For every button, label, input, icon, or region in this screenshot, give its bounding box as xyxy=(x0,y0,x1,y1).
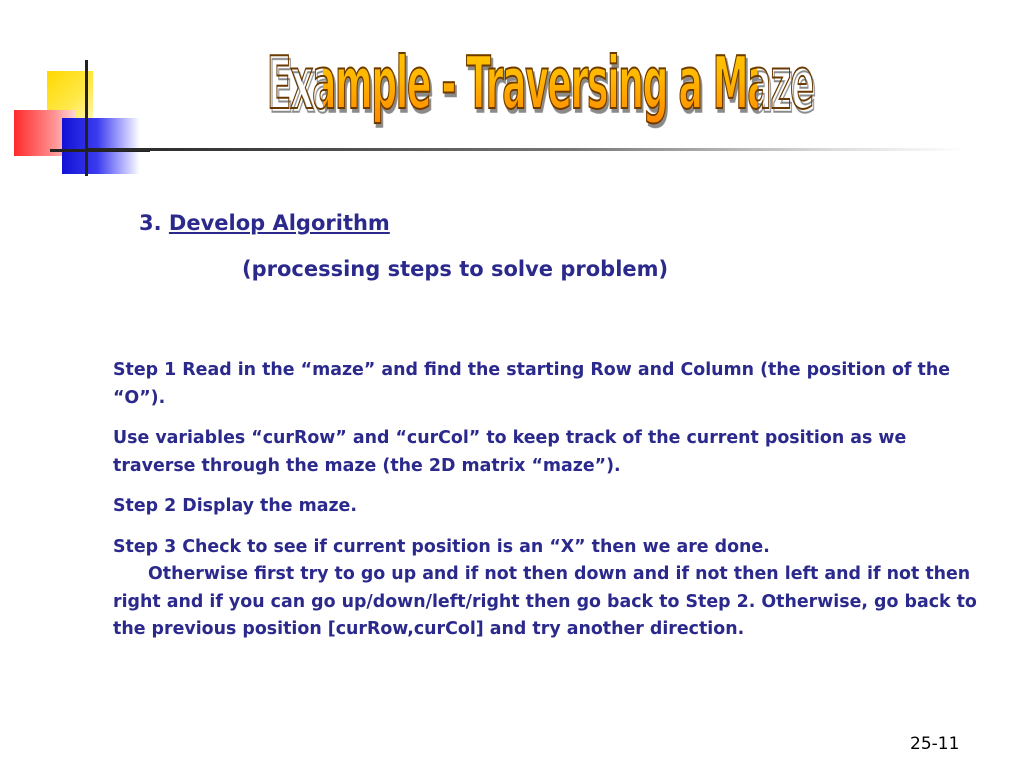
slide-body xyxy=(113,357,988,657)
variables-paragraph: Use variables “curRow” and “curCol” to keep track of the current position as we traverse through the maze (the 2D matrix “maze”). xyxy=(113,428,907,476)
step-3-first-line: Step 3 Check to see if current position is an “X” then we are done. xyxy=(113,536,770,557)
step-3-paragraph xyxy=(113,534,988,644)
slide-title: Example - Traversing a Maze xyxy=(323,14,757,152)
vertical-line-shape xyxy=(85,60,88,176)
page-number: 25-11 xyxy=(910,734,960,754)
step-1-paragraph: Step 1 Read in the “maze” and find the starting Row and Column (the position of the “O”). xyxy=(113,360,951,408)
section-heading xyxy=(139,211,390,235)
slide-logo-decoration xyxy=(0,0,150,185)
develop-algorithm-link[interactable]: Develop Algorithm xyxy=(168,211,390,235)
step-3-continuation: Otherwise first try to go up and if not then down and if not then left and if not then right and if you can go up/down/left/right then go back to Step 2. Otherwise, go back to the previous position [curRow,curCol] and try another direction. xyxy=(113,564,977,639)
step-2-paragraph: Step 2 Display the maze. xyxy=(113,496,357,516)
section-subheading: (processing steps to solve problem) xyxy=(242,257,669,281)
blue-square-shape xyxy=(62,118,140,174)
heading-number: 3. xyxy=(139,211,162,235)
